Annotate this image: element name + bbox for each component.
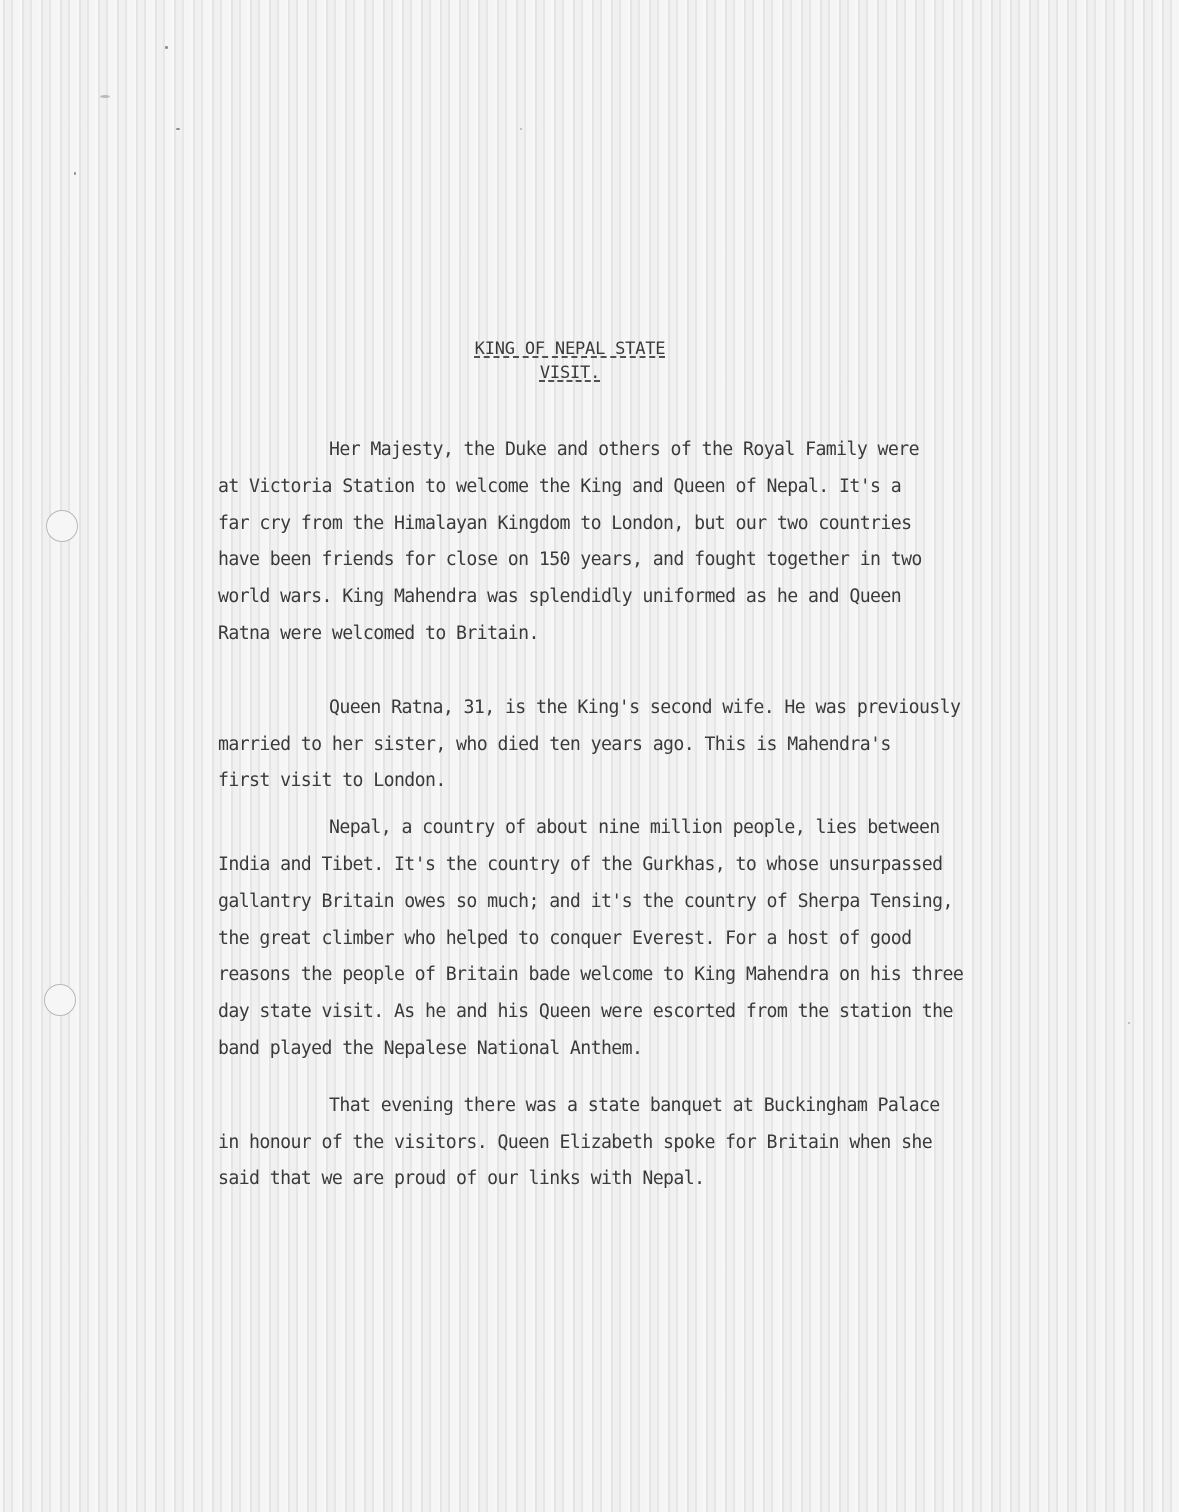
- paper-speck: [74, 172, 76, 175]
- text-line: day state visit. As he and his Queen were escorted from the station the: [218, 1001, 953, 1023]
- text-line: gallantry Britain owes so much; and it's the country of Sherpa Tensing,: [218, 890, 953, 912]
- paper-speck: [520, 128, 522, 130]
- text-line: Ratna were welcomed to Britain.: [218, 622, 539, 644]
- text-line: Queen Ratna, 31, is the King's second wife. He was previously: [329, 696, 961, 718]
- text-line: at Victoria Station to welcome the King and Queen of Nepal. It's a: [218, 475, 902, 497]
- paper-speck: [100, 95, 110, 98]
- text-line: band played the Nepalese National Anthem.: [218, 1037, 643, 1059]
- text-line: India and Tibet. It's the country of the Gurkhas, to whose unsurpassed: [218, 853, 943, 875]
- text-line: married to her sister, who died ten years ago. This is Mahendra's: [218, 733, 891, 755]
- paper-speck: [1128, 1022, 1130, 1024]
- text-line: reasons the people of Britain bade welcome to King Mahendra on his three: [218, 964, 964, 986]
- text-line: world wars. King Mahendra was splendidly uniformed as he and Queen: [218, 586, 902, 608]
- paragraph-4: [218, 1088, 1128, 1198]
- text-line: in honour of the visitors. Queen Elizabeth spoke for Britain when she: [218, 1131, 933, 1153]
- document-title: [420, 337, 720, 385]
- text-line: said that we are proud of our links with Nepal.: [218, 1168, 705, 1190]
- paper-speck: [165, 46, 168, 49]
- text-line: the great climber who helped to conquer Everest. For a host of good: [218, 927, 912, 949]
- punch-hole: [44, 984, 76, 1016]
- title-line-1: KING OF NEPAL STATE: [474, 339, 666, 359]
- text-line: Her Majesty, the Duke and others of the Royal Family were: [329, 439, 919, 460]
- document-body: [218, 432, 1128, 1235]
- paragraph-1: [218, 432, 1128, 653]
- punch-hole: [46, 510, 78, 542]
- paper-speck: [176, 128, 180, 130]
- text-line: That evening there was a state banquet at Buckingham Palace: [329, 1094, 940, 1116]
- paragraph-3: [218, 810, 1128, 1068]
- text-line: far cry from the Himalayan Kingdom to London, but our two countries: [218, 512, 912, 534]
- text-line: Nepal, a country of about nine million people, lies between: [329, 817, 940, 839]
- paragraph-2: [218, 690, 1128, 800]
- text-line: first visit to London.: [218, 770, 446, 792]
- text-line: have been friends for close on 150 years, and fought together in two: [218, 549, 922, 571]
- title-line-2: VISIT.: [539, 363, 601, 383]
